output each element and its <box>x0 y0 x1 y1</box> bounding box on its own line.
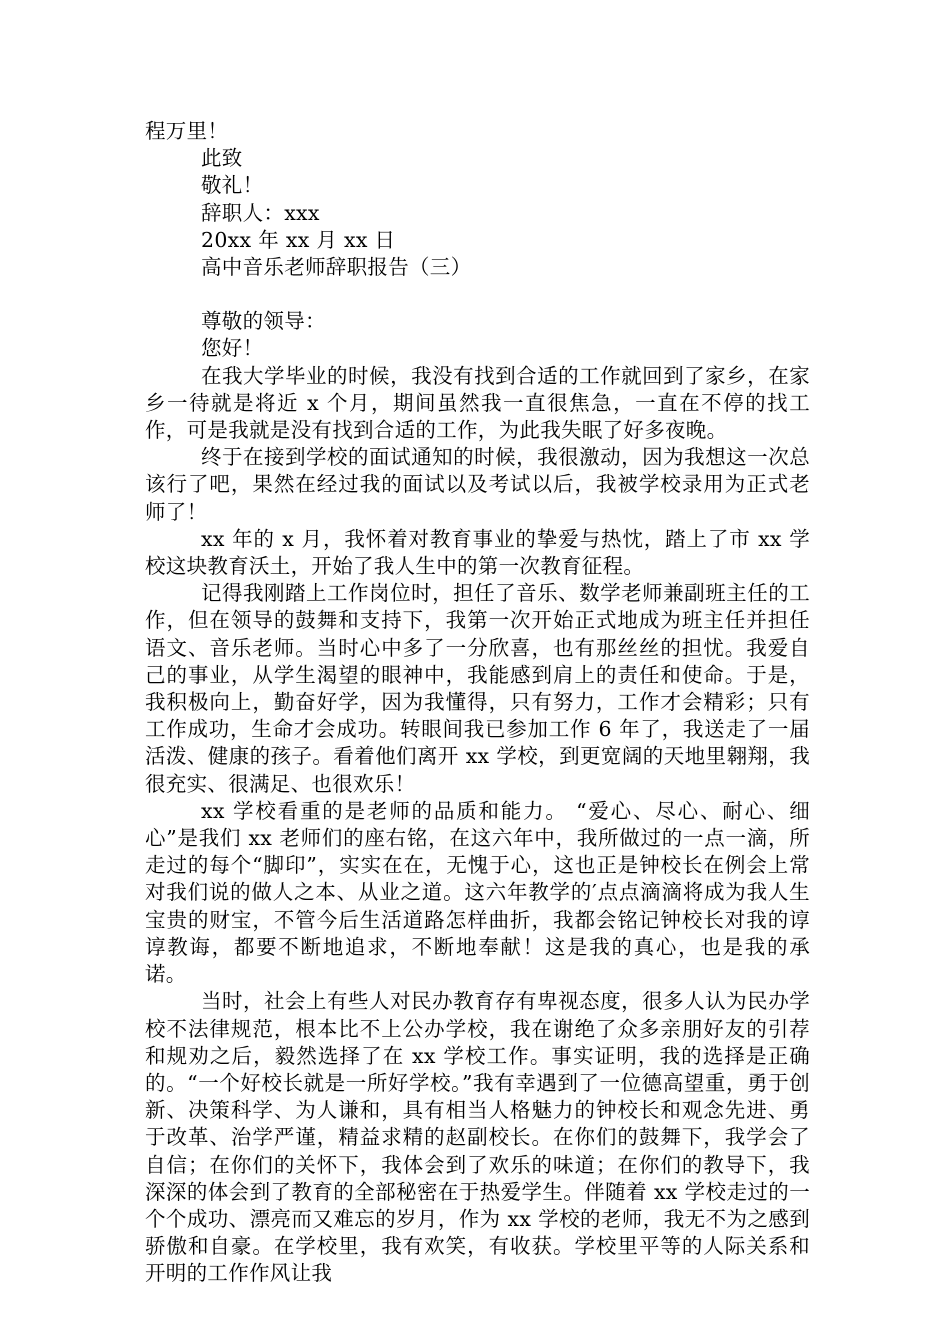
paragraph-3: xx 年的 x 月，我怀着对教育事业的挚爱与热忱，踏上了市 xx 学校这块教育沃土，开始了我人生中的第一次教育征程。 <box>145 526 810 579</box>
blank-line <box>145 281 810 308</box>
hello-line: 您好！ <box>201 336 264 361</box>
salutation-line-2: 敬礼！ <box>201 173 264 198</box>
signer-line: 辞职人：xxx <box>201 200 320 225</box>
continued-line: 程万里！ <box>145 119 229 143</box>
paragraph-4: 记得我刚踏上工作岗位时，担任了音乐、数学老师兼副班主任的工作，但在领导的鼓舞和支持下，我第一次开始正式地成为班主任并担任语文、音乐老师。当时心中多了一分欣喜，也有那丝丝的担忧。我爱自己的事业，从学生渴望的眼神中，我能感到肩上的责任和使命。于是，我积极向上，勤奋好学，因为我懂得，只有努力，工作才会精彩；只有工作成功，生命才会成功。转眼间我已参加工作 6 年了，我送走了一届活泼、健康的孩子。看着他们离开 xx 学校，到更宽阔的天地里翱翔，我很充实、很满足、也很欢乐！ <box>145 581 810 796</box>
paragraph-1: 在我大学毕业的时候，我没有找到合适的工作就回到了家乡，在家乡一待就是将近 x 个月，期间虽然我一直很焦急，一直在不停的找工作，可是我就是没有找到合适的工作，为此我失眠了好多夜晚。 <box>145 363 810 443</box>
paragraph-6: 当时，社会上有些人对民办教育存有卑视态度，很多人认为民办学校不法律规范，根本比不上公办学校，我在谢绝了众多亲朋好友的引荐和规劝之后，毅然选择了在 xx 学校工作。事实证明，我的选择是正确的。“一个好校长就是一所好学校。”我有幸遇到了一位德高望重，勇于创新、决策科学、为人谦和，具有相当人格魅力的钟校长和观念先进、勇于改革、治学严谨，精益求精的赵副校长。在你们的鼓舞下，我学会了自信；在你们的关怀下，我体会到了欢乐的味道；在你们的教导下，我深深的体会到了教育的全部秘密在于热爱学生。伴随着 xx 学校走过的一个个成功、漂亮而又难忘的岁月，作为 xx 学校的老师，我无不为之感到骄傲和自豪。在学校里，我有欢笑，有收获。学校里平等的人际关系和开明的工作作风让我 <box>145 989 810 1286</box>
greeting-line: 尊敬的领导： <box>201 309 326 334</box>
section-title: 高中音乐老师辞职报告（三） <box>201 255 472 280</box>
paragraph-2: 终于在接到学校的面试通知的时候，我很激动，因为我想这一次总该行了吧，果然在经过我的面试以及考试以后，我被学校录用为正式老师了！ <box>145 445 810 524</box>
salutation-line-1: 此致 <box>201 146 243 171</box>
date-line: 20xx 年 xx 月 xx 日 <box>201 227 396 252</box>
document-page <box>145 118 810 1288</box>
paragraph-5: xx 学校看重的是老师的品质和能力。 “爱心、尽心、耐心、细心”是我们 xx 老师们的座右铭，在这六年中，我所做过的一点一滴，所走过的每个“脚印”，实实在在，无愧于心，这也正是钟校长在例会上常对我们说的做人之本、从业之道。这六年教学的′点点滴滴将成为我人生宝贵的财宝，不管今后生活道路怎样曲折，我都会铭记钟校长对我的谆谆教诲，都要不断地追求，不断地奉献！这是我的真心，也是我的承诺。 <box>145 798 810 987</box>
